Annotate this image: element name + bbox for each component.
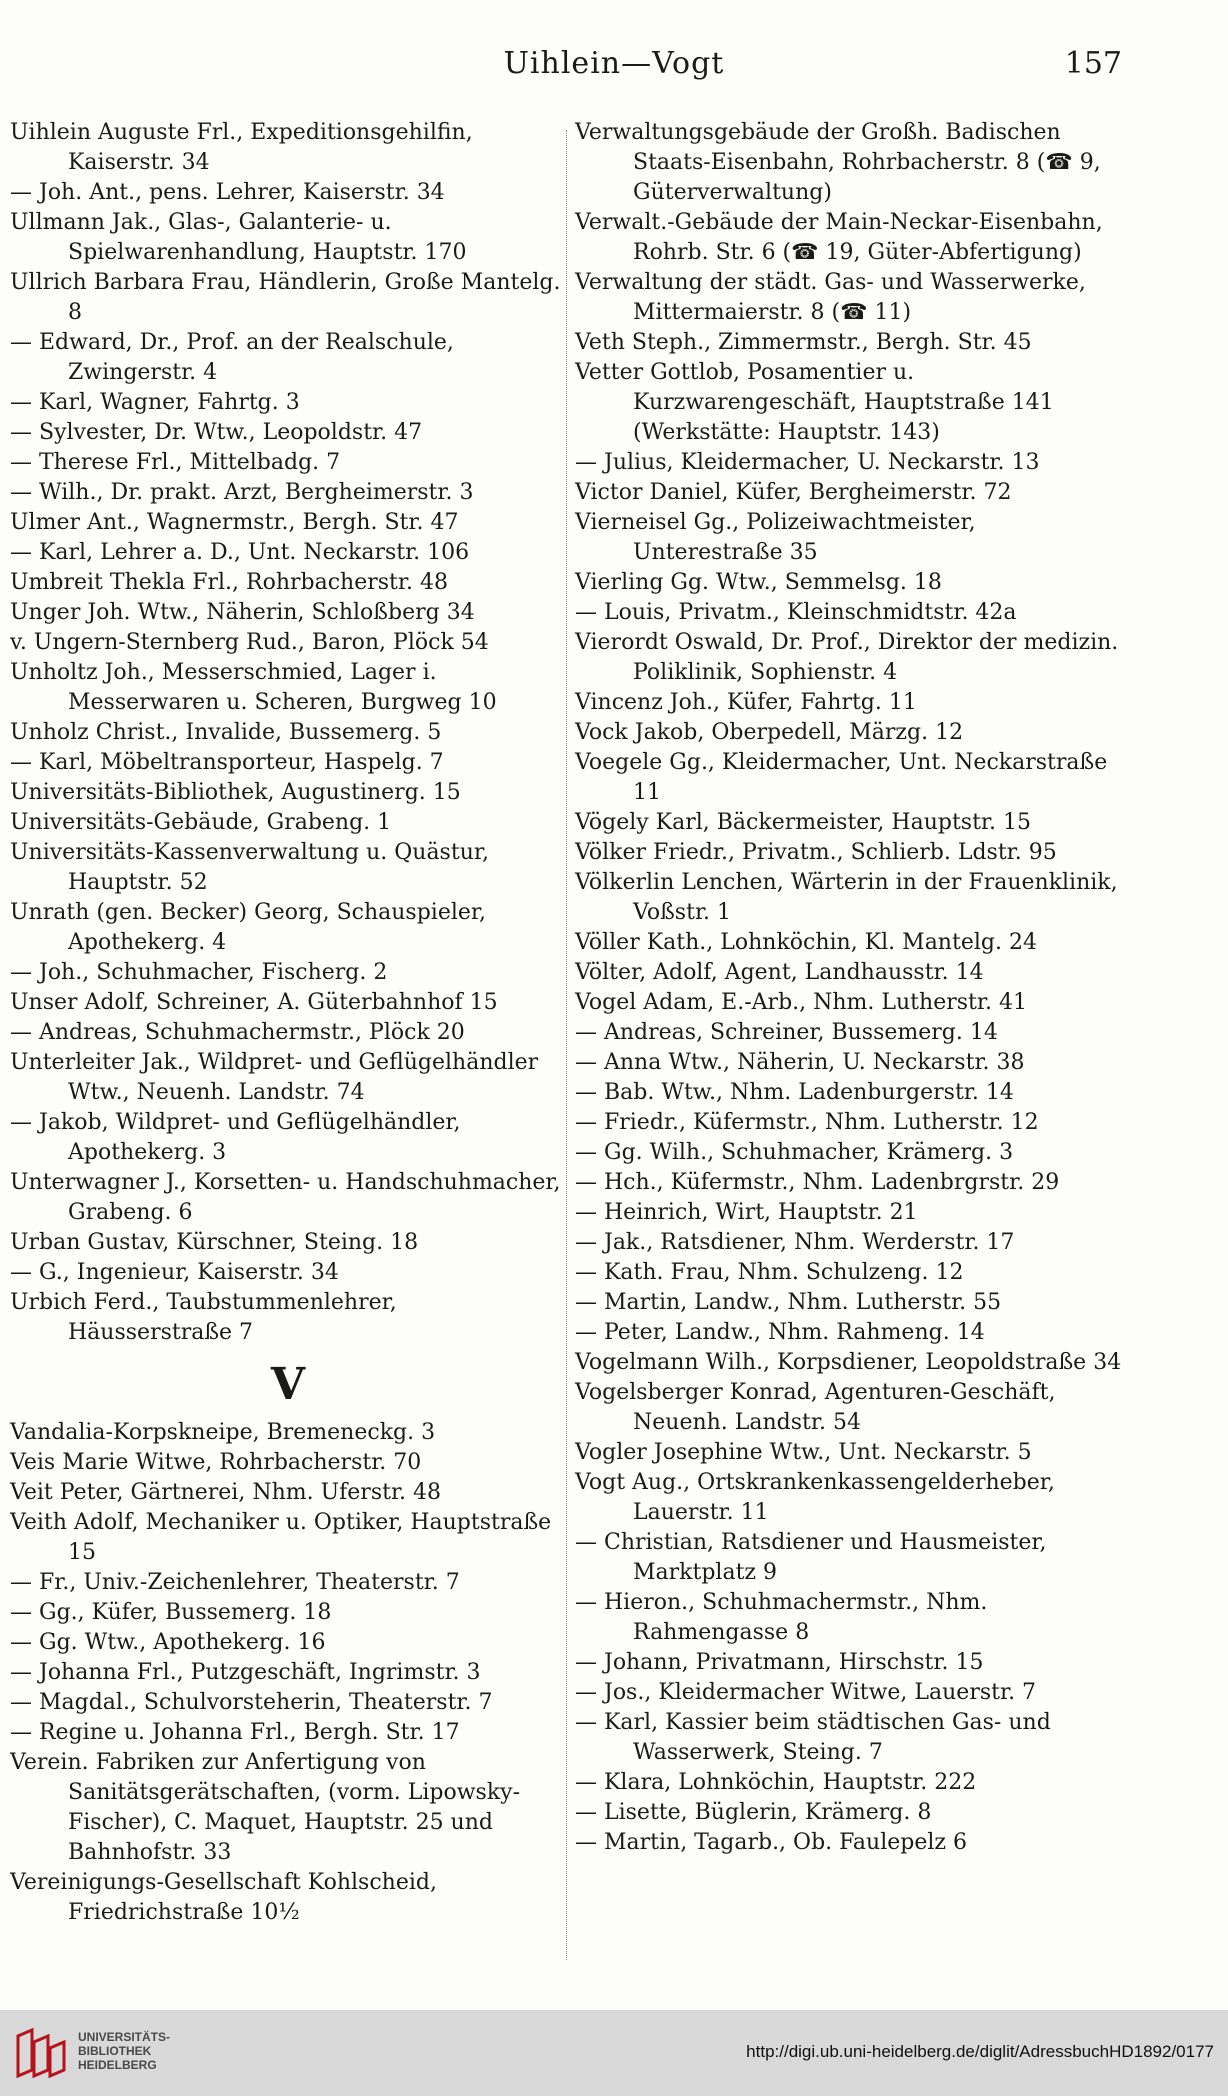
directory-entry: Vierling Gg. Wtw., Semmelsg. 18 — [575, 570, 942, 595]
institution-name — [78, 2030, 170, 2072]
directory-entry: — G., Ingenieur, Kaiserstr. 34 — [10, 1260, 339, 1285]
directory-entry: Verwaltungsgebäude der Großh. Badischen Staats-Eisenbahn, Rohrbacherstr. 8 (☎ 9, Güterverwaltung) — [575, 120, 1101, 205]
directory-entry: — Klara, Lohnköchin, Hauptstr. 222 — [575, 1770, 977, 1795]
directory-entry: — Edward, Dr., Prof. an der Realschule, Zwingerstr. 4 — [10, 330, 454, 385]
directory-entry: — Hieron., Schuhmachermstr., Nhm. Rahmengasse 8 — [575, 1590, 988, 1645]
directory-entry: Völker Friedr., Privatm., Schlierb. Ldstr. 95 — [575, 840, 1057, 865]
directory-entry: Unrath (gen. Becker) Georg, Schauspieler, Apothekerg. 4 — [10, 900, 486, 955]
directory-entry: Vögely Karl, Bäckermeister, Hauptstr. 15 — [575, 810, 1031, 835]
directory-entry: — Karl, Kassier beim städtischen Gas- und Wasserwerk, Steing. 7 — [575, 1710, 1051, 1765]
left-column — [10, 118, 566, 1928]
directory-entry: Vincenz Joh., Küfer, Fahrtg. 11 — [575, 690, 917, 715]
directory-entry: — Magdal., Schulvorsteherin, Theaterstr. 7 — [10, 1690, 493, 1715]
directory-entry: — Hch., Küfermstr., Nhm. Ladenbrgrstr. 29 — [575, 1170, 1060, 1195]
directory-entry: Vereinigungs-Gesellschaft Kohlscheid, Friedrichstraße 10½ — [10, 1870, 437, 1925]
directory-entry: — Karl, Möbeltransporteur, Haspelg. 7 — [10, 750, 444, 775]
directory-entry: Vetter Gottlob, Posamentier u. Kurzwarengeschäft, Hauptstraße 141 (Werkstätte: Hauptstr. 143) — [575, 360, 1054, 445]
v-entries-continued — [575, 118, 1131, 1858]
directory-entry: — Heinrich, Wirt, Hauptstr. 21 — [575, 1200, 918, 1225]
directory-entry: — Bab. Wtw., Nhm. Ladenburgerstr. 14 — [575, 1080, 1014, 1105]
directory-entry: Vierneisel Gg., Polizeiwachtmeister, Unterestraße 35 — [575, 510, 976, 565]
directory-entry: Verein. Fabriken zur Anfertigung von Sanitätsgerätschaften, (vorm. Lipowsky-Fischer), C. Maquet, Hauptstr. 25 und Bahnhofstr. 33 — [10, 1750, 521, 1865]
directory-entry: — Joh. Ant., pens. Lehrer, Kaiserstr. 34 — [10, 180, 445, 205]
directory-entry: Universitäts-Gebäude, Grabeng. 1 — [10, 810, 392, 835]
directory-entry: — Martin, Landw., Nhm. Lutherstr. 55 — [575, 1290, 1002, 1315]
directory-entry: — Andreas, Schreiner, Bussemerg. 14 — [575, 1020, 998, 1045]
directory-entry: Victor Daniel, Küfer, Bergheimerstr. 72 — [575, 480, 1012, 505]
directory-entry: v. Ungern-Sternberg Rud., Baron, Plöck 54 — [10, 630, 489, 655]
directory-entry: Verwalt.-Gebäude der Main-Neckar-Eisenbahn, Rohrb. Str. 6 (☎ 19, Güter-Abfertigung) — [575, 210, 1103, 265]
directory-entry: Uihlein Auguste Frl., Expeditionsgehilfin, Kaiserstr. 34 — [10, 120, 473, 175]
directory-entry: Unholtz Joh., Messerschmied, Lager i. Messerwaren u. Scheren, Burgweg 10 — [10, 660, 497, 715]
directory-entry: — Johann, Privatmann, Hirschstr. 15 — [575, 1650, 984, 1675]
university-library-logo-icon[interactable] — [12, 2024, 70, 2082]
directory-entry: Vogelmann Wilh., Korpsdiener, Leopoldstraße 34 — [575, 1350, 1122, 1375]
column-divider — [566, 130, 567, 1960]
directory-entry: — Fr., Univ.-Zeichenlehrer, Theaterstr. 7 — [10, 1570, 460, 1595]
directory-entry: Ullrich Barbara Frau, Händlerin, Große Mantelg. 8 — [10, 270, 561, 325]
directory-entry: Vock Jakob, Oberpedell, Märzg. 12 — [575, 720, 964, 745]
directory-entry: — Kath. Frau, Nhm. Schulzeng. 12 — [575, 1260, 964, 1285]
page-header — [0, 40, 1228, 90]
directory-entry: — Karl, Lehrer a. D., Unt. Neckarstr. 106 — [10, 540, 470, 565]
running-title: Uihlein—Vogt — [503, 46, 725, 81]
directory-entry: — Lisette, Büglerin, Krämerg. 8 — [575, 1800, 932, 1825]
directory-entry: Umbreit Thekla Frl., Rohrbacherstr. 48 — [10, 570, 448, 595]
directory-entry: Unterleiter Jak., Wildpret- und Geflügelhändler Wtw., Neuenh. Landstr. 74 — [10, 1050, 539, 1105]
directory-entry: Unholz Christ., Invalide, Bussemerg. 5 — [10, 720, 442, 745]
directory-entry: — Johanna Frl., Putzgeschäft, Ingrimstr. 3 — [10, 1660, 481, 1685]
directory-entry: Verwaltung der städt. Gas- und Wasserwerke, Mittermaierstr. 8 (☎ 11) — [575, 270, 1086, 325]
directory-entry: Ulmer Ant., Wagnermstr., Bergh. Str. 47 — [10, 510, 459, 535]
directory-entry: Voegele Gg., Kleidermacher, Unt. Neckarstraße 11 — [575, 750, 1108, 805]
directory-entry: — Julius, Kleidermacher, U. Neckarstr. 13 — [575, 450, 1040, 475]
directory-entry: Unger Joh. Wtw., Näherin, Schloßberg 34 — [10, 600, 475, 625]
directory-entry: Vogelsberger Konrad, Agenturen-Geschäft, Neuenh. Landstr. 54 — [575, 1380, 1056, 1435]
directory-entry: Völkerlin Lenchen, Wärterin in der Frauenklinik, Voßstr. 1 — [575, 870, 1118, 925]
directory-entry: Vogel Adam, E.-Arb., Nhm. Lutherstr. 41 — [575, 990, 1027, 1015]
directory-entry: — Friedr., Küfermstr., Nhm. Lutherstr. 12 — [575, 1110, 1039, 1135]
directory-entry: Vandalia-Korpskneipe, Bremeneckg. 3 — [10, 1420, 436, 1445]
v-entries — [10, 1418, 566, 1928]
directory-entry: — Joh., Schuhmacher, Fischerg. 2 — [10, 960, 388, 985]
directory-entry: Vogt Aug., Ortskrankenkassengelderheber, Lauerstr. 11 — [575, 1470, 1055, 1525]
institution-line: HEIDELBERG — [78, 2058, 157, 2072]
directory-entry: — Gg., Küfer, Bussemerg. 18 — [10, 1600, 332, 1625]
directory-entry: Veis Marie Witwe, Rohrbacherstr. 70 — [10, 1450, 422, 1475]
directory-entry: — Anna Wtw., Näherin, U. Neckarstr. 38 — [575, 1050, 1025, 1075]
directory-entry: — Jos., Kleidermacher Witwe, Lauerstr. 7 — [575, 1680, 1037, 1705]
directory-entry: — Regine u. Johanna Frl., Bergh. Str. 17 — [10, 1720, 460, 1745]
directory-entry: — Louis, Privatm., Kleinschmidtstr. 42a — [575, 600, 1017, 625]
directory-entry: — Sylvester, Dr. Wtw., Leopoldstr. 47 — [10, 420, 423, 445]
institution-line: UNIVERSITÄTS- — [78, 2030, 171, 2044]
directory-entry: Universitäts-Kassenverwaltung u. Quästur, Hauptstr. 52 — [10, 840, 489, 895]
u-entries — [10, 118, 566, 1348]
institution-line: BIBLIOTHEK — [78, 2044, 152, 2058]
directory-entry: Völler Kath., Lohnköchin, Kl. Mantelg. 24 — [575, 930, 1037, 955]
directory-entry: — Jakob, Wildpret- und Geflügelhändler, Apothekerg. 3 — [10, 1110, 461, 1165]
directory-entry: — Therese Frl., Mittelbadg. 7 — [10, 450, 341, 475]
directory-entry: Vogler Josephine Wtw., Unt. Neckarstr. 5 — [575, 1440, 1032, 1465]
directory-entry: Veit Peter, Gärtnerei, Nhm. Uferstr. 48 — [10, 1480, 442, 1505]
directory-entry: Unser Adolf, Schreiner, A. Güterbahnhof 15 — [10, 990, 498, 1015]
directory-entry: — Martin, Tagarb., Ob. Faulepelz 6 — [575, 1830, 967, 1855]
section-letter: V — [270, 1359, 306, 1410]
directory-entry: — Peter, Landw., Nhm. Rahmeng. 14 — [575, 1320, 985, 1345]
directory-entry: Urban Gustav, Kürschner, Steing. 18 — [10, 1230, 419, 1255]
footer-bar — [0, 2010, 1228, 2096]
directory-entry: Veth Steph., Zimmermstr., Bergh. Str. 45 — [575, 330, 1032, 355]
directory-entry: — Karl, Wagner, Fahrtg. 3 — [10, 390, 300, 415]
directory-entry: — Jak., Ratsdiener, Nhm. Werderstr. 17 — [575, 1230, 1015, 1255]
page-number: 157 — [1064, 46, 1122, 81]
directory-entry: — Gg. Wtw., Apothekerg. 16 — [10, 1630, 326, 1655]
directory-entry: — Christian, Ratsdiener und Hausmeister, Marktplatz 9 — [575, 1530, 1047, 1585]
directory-entry: — Gg. Wilh., Schuhmacher, Krämerg. 3 — [575, 1140, 1014, 1165]
directory-entry: — Andreas, Schuhmachermstr., Plöck 20 — [10, 1020, 465, 1045]
directory-entry: Veith Adolf, Mechaniker u. Optiker, Hauptstraße 15 — [10, 1510, 552, 1565]
directory-entry: — Wilh., Dr. prakt. Arzt, Bergheimerstr. 3 — [10, 480, 474, 505]
directory-entry: Unterwagner J., Korsetten- u. Handschuhmacher, Grabeng. 6 — [10, 1170, 561, 1225]
directory-entry: Völter, Adolf, Agent, Landhausstr. 14 — [575, 960, 984, 985]
source-url[interactable]: http://digi.ub.uni-heidelberg.de/diglit/AdressbuchHD1892/0177 — [746, 2042, 1214, 2061]
right-column — [575, 118, 1131, 1858]
directory-entry: Ullmann Jak., Glas-, Galanterie- u. Spielwarenhandlung, Hauptstr. 170 — [10, 210, 467, 265]
directory-entry: Urbich Ferd., Taubstummenlehrer, Häusserstraße 7 — [10, 1290, 397, 1345]
directory-entry: Vierordt Oswald, Dr. Prof., Direktor der medizin. Poliklinik, Sophienstr. 4 — [575, 630, 1119, 685]
directory-entry: Universitäts-Bibliothek, Augustinerg. 15 — [10, 780, 461, 805]
